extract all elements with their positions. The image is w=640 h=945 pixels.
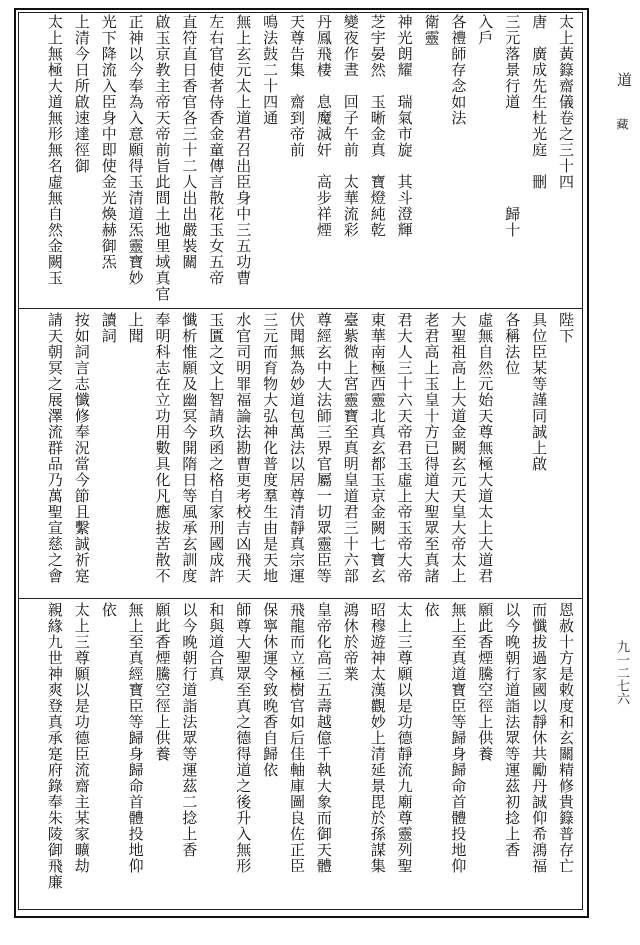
block3-text-column: 而懺拔過家國以靜休共勵丹誠仰希鴻福 [530, 602, 549, 874]
block2-text-column: 各稱法位 [503, 312, 522, 376]
block1-text-column: 神光朗耀 瑞氣市旋 其斗澄輝 [395, 14, 414, 238]
block3-text-column: 和與道合真 [207, 602, 226, 682]
block1-text-column: 光下降流入臣身中即使金光煥赫御炁 [99, 14, 118, 270]
margin-second-char: 藏 [615, 118, 629, 130]
block3-text-column: 太上三尊願以是功德靜流九廟尊靈列聖 [395, 602, 414, 874]
block2-text-column: 三元而育物大弘神化普度羣生由是天地 [261, 312, 280, 584]
block1-text-column: 各禮師存念如法 [449, 14, 468, 126]
block2-text-column: 虛無自然元始天尊無極大道太上大道君 [476, 312, 495, 584]
block2-text-column: 讀詞 [99, 312, 118, 344]
block1-text-column: 太上無極大道無形無名虛無自然金闕玉 [45, 14, 64, 286]
block1-text-column: 衛靈 [422, 14, 441, 46]
block1-text-column: 變夜作晝 回子午前 太華流彩 [341, 14, 360, 238]
block3-text-column: 皇帝化高三五壽越億千執大象而御天體 [314, 602, 333, 874]
block3-text-column: 親緣九世神爽登真承寔府錄奉朱陵御飛廉 [45, 602, 64, 890]
block2-text-column: 尊經玄中大法師三界官屬一切眾靈臣等 [314, 312, 333, 584]
block1-text-column: 正神以今奉為入意願得玉清道炁靈寶妙 [126, 14, 145, 286]
block3-text-column: 依 [99, 602, 118, 618]
block1-text-column: 太上黃籙齋儀卷之三十四 [557, 14, 575, 190]
block3-text-column: 依 [422, 602, 441, 618]
block1-text-column: 上清今日所啟速達徑御 [72, 14, 91, 174]
block3-text-column: 願此香煙騰空徑上供養 [476, 602, 495, 762]
block2-text-column: 水官司明罪福論法勘曹更考校吉凶飛天 [234, 312, 253, 584]
block1-text-column: 鳴法鼓二十四通 [261, 14, 280, 126]
block2-text-column: 上聞 [126, 312, 145, 344]
block2-text-column: 陛下 [557, 312, 575, 344]
block3-text-column: 願此香煙騰空徑上供養 [153, 602, 172, 762]
block2-text-column: 按如詞言志懺修奉況當今節且繫誠祈寔 [72, 312, 91, 584]
block3-text-column: 以今晚朝行道詣法眾等運茲初捻上香 [503, 602, 522, 858]
block2-text-column: 大聖祖高上大道金闕玄元天皇大帝太上 [449, 312, 468, 584]
block2-text-column: 懺析惟願及幽冥今開隋日等風承玄訓度 [180, 312, 199, 584]
block2-text-column: 東華南極西靈北真玄都玉京金闕七寶玄 [368, 312, 387, 584]
block2-text-column: 奉明科志在立功用數具化凡應拔苦散不 [153, 312, 172, 584]
margin-top-char: 道 [615, 72, 633, 87]
block2-text-column: 請天朝冥之展澤流群品乃萬聖宣慈之會 [45, 312, 64, 584]
block1-text-column: 丹鳳飛棲 息魔滅奸 高步祥煙 [314, 14, 333, 238]
block3-text-column: 師尊大聖眾至真之德得道之後升入無形 [234, 602, 253, 874]
block1-text-column: 入戶 [476, 14, 495, 46]
block1-text-column: 芝宇晏然 玉晰金真 寶燈純乾 [368, 14, 387, 238]
block1-text-column: 啟玉京教主帝天帝前旨此間土地里域真官 [153, 14, 172, 302]
block-divider-1 [19, 308, 582, 309]
block3-text-column: 昭穆遊神太漢觀妙上清延景毘於孫謀集 [368, 602, 387, 874]
block3-text-column: 鴻休於帝業 [341, 602, 360, 682]
block1-text-column: 直符直日香官各三十二人出出嚴裝關 [180, 14, 199, 270]
page-number: 九一二七六 [614, 640, 629, 705]
block-divider-2 [19, 598, 582, 599]
block2-text-column: 君大人三十六天帝君玉虛上帝玉帝大帝 [395, 312, 414, 584]
block3-text-column: 太上三尊願以是功德臣流齋主某家曠劫 [72, 602, 91, 874]
block2-text-column: 臺紫微上宮靈寶至真明皇道君三十六部 [341, 312, 360, 584]
block2-text-column: 具位臣某等謹同誠上啟 [530, 312, 549, 472]
block3-text-column: 以今晚朝行道詣法眾等運茲二捻上香 [180, 602, 199, 858]
block2-text-column: 玉匱之文上智請玖函之格自家刑國成許 [207, 312, 226, 584]
block2-text-column: 伏聞無為妙道包萬法以居尊清靜真宗運 [288, 312, 306, 584]
block1-text-column: 無上玄元太上道君召出臣身中三五功曹 [234, 14, 253, 286]
block1-text-column: 唐 廣成先生杜光庭 刪 [530, 14, 549, 190]
block1-text-column: 三元落景行道 歸十 [503, 14, 522, 238]
block1-text-column: 天尊告集 齋到帝前 [288, 14, 306, 158]
block3-text-column: 飛龍而立極樹官如后佳軸庫圖良佐正臣 [288, 602, 306, 874]
block3-text-column: 保寧休運令致晚香自歸依 [261, 602, 280, 778]
block1-text-column: 左右官使者侍香金童傳言散花玉女五帝 [207, 14, 226, 286]
block3-text-column: 無上至真道寶臣等歸身歸命首體投地仰 [449, 602, 468, 874]
block2-text-column: 老君高上玉皇十方已得道大聖眾至真諸 [422, 312, 441, 584]
block3-text-column: 恩赦十方是敕度和玄關精修貴籙普存亡 [557, 602, 575, 874]
block3-text-column: 無上至真經寶臣等歸身歸命首體投地仰 [126, 602, 145, 874]
